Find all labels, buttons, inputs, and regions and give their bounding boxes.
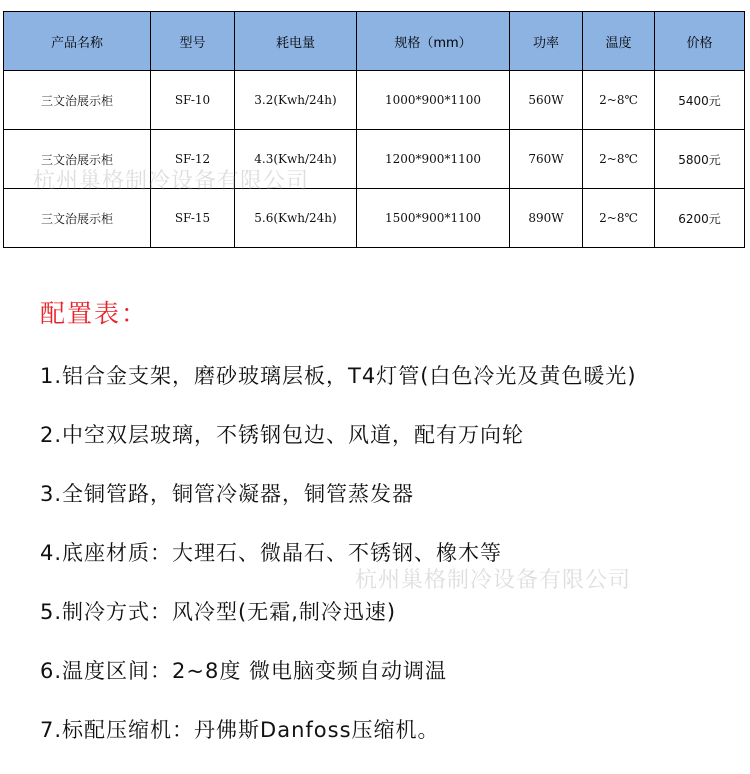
config-item-frame: 1.铝合金支架，磨砂玻璃层板，T4灯管(白色冷光及黄色暖光) [40,364,637,388]
cell-model: SF-15 [151,189,235,248]
cell-temperature: 2~8℃ [583,130,655,189]
cell-power-consumption: 3.2(Kwh/24h) [235,71,357,130]
config-item-glass: 2.中空双层玻璃，不锈钢包边、风道，配有万向轮 [40,423,525,447]
cell-temperature: 2~8℃ [583,189,655,248]
header-dimensions: 规格（mm） [357,12,510,71]
cell-price: 6200元 [655,189,745,248]
watermark-text: 杭州巢格制冷设备有限公司 [33,169,310,194]
cell-product-name: 三文治展示柜 [4,71,151,130]
cell-power: 760W [510,130,583,189]
cell-price: 5800元 [655,130,745,189]
cell-dimensions: 1200*900*1100 [357,130,510,189]
cell-price: 5400元 [655,71,745,130]
cell-power-consumption: 5.6(Kwh/24h) [235,189,357,248]
config-item-base-material: 4.底座材质：大理石、微晶石、不锈钢、橡木等 [40,541,503,565]
config-item-temperature-range: 6.温度区间：2~8度 微电脑变频自动调温 [40,659,448,683]
table-row [4,130,745,189]
cell-temperature: 2~8℃ [583,71,655,130]
table-row [4,71,745,130]
spec-table [3,11,745,248]
config-item-cooling-method: 5.制冷方式：风冷型(无霜,制冷迅速) [40,600,397,624]
cell-power: 560W [510,71,583,130]
config-list [40,352,637,765]
header-product-name: 产品名称 [4,12,151,71]
cell-product-name: 三文治展示柜 [4,189,151,248]
cell-product-name: 三文治展示柜 [4,130,151,189]
table-header-row [4,12,745,71]
cell-dimensions: 1500*900*1100 [357,189,510,248]
config-item-compressor: 7.标配压缩机：丹佛斯Danfoss压缩机。 [40,718,440,742]
table-row [4,189,745,248]
cell-power: 890W [510,189,583,248]
header-power-consumption: 耗电量 [235,12,357,71]
config-title: 配置表： [40,299,149,328]
header-price: 价格 [655,12,745,71]
header-power: 功率 [510,12,583,71]
config-item-copper-piping: 3.全铜管路，铜管冷凝器，铜管蒸发器 [40,482,415,506]
header-model: 型号 [151,12,235,71]
cell-power-consumption: 4.3(Kwh/24h) [235,130,357,189]
header-temperature: 温度 [583,12,655,71]
cell-model: SF-10 [151,71,235,130]
watermark-text: 杭州巢格制冷设备有限公司 [355,568,632,593]
cell-model: SF-12 [151,130,235,189]
cell-dimensions: 1000*900*1100 [357,71,510,130]
